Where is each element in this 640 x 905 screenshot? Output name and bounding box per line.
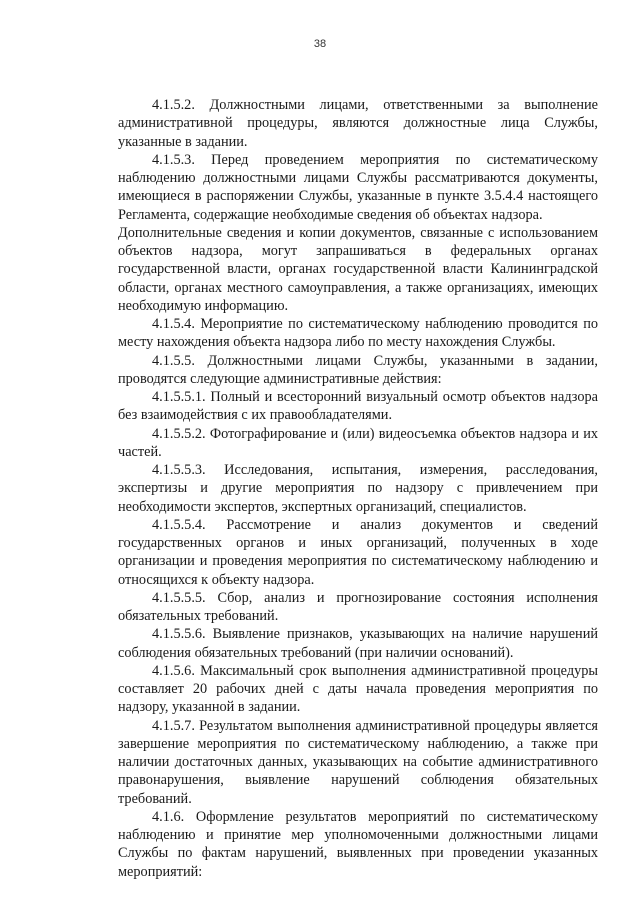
paragraph-4-1-5-5-3: 4.1.5.5.3. Исследования, испытания, измерения, расследования, экспертизы и другие мероприятия по надзору с привлечением при необходимости экспертов, экспертных организаций, специалистов. — [118, 462, 598, 515]
paragraph-4-1-5-3: 4.1.5.3. Перед проведением мероприятия по систематическому наблюдению должностными лицами Службы рассматриваются документы, имеющиеся в распоряжении Службы, указанные в пункте 3.5.4.4 настоящего Регламента, содержащие необходимые сведения об объектах надзора. — [118, 151, 598, 223]
paragraph-4-1-5-5-5: 4.1.5.5.5. Сбор, анализ и прогнозирование состояния исполнения обязательных требований. — [118, 589, 598, 624]
paragraph-4-1-5-4: 4.1.5.4. Мероприятие по систематическому наблюдению проводится по месту нахождения объекта надзора либо по месту нахождения Службы. — [118, 316, 598, 351]
paragraph-4-1-6: 4.1.6. Оформление результатов мероприятий по систематическому наблюдению и принятие мер уполномоченными должностными лицами Службы по фактам нарушений, выявленных при проведении указанных мероприятий: — [118, 808, 598, 880]
paragraph-4-1-5-5: 4.1.5.5. Должностными лицами Службы, указанными в задании, проводятся следующие административные действия: — [118, 352, 598, 387]
paragraph-4-1-5-5-2: 4.1.5.5.2. Фотографирование и (или) видеосъемка объектов надзора и их частей. — [118, 425, 598, 460]
paragraph-4-1-5-2: 4.1.5.2. Должностными лицами, ответственными за выполнение административной процедуры, являются должностные лица Службы, указанные в задании. — [118, 97, 598, 150]
paragraph-4-1-5-5-4: 4.1.5.5.4. Рассмотрение и анализ документов и сведений государственных органов и иных организаций, полученных в ходе организации и проведения мероприятия по систематическому наблюдению и относящихся к объекту надзора. — [118, 516, 598, 588]
page-number: 38 — [313, 38, 327, 50]
paragraph-4-1-5-5-1: 4.1.5.5.1. Полный и всесторонний визуальный осмотр объектов надзора без взаимодействия с их правообладателями. — [118, 389, 598, 424]
document-body — [118, 96, 598, 881]
paragraph-4-1-5-5-6: 4.1.5.5.6. Выявление признаков, указывающих на наличие нарушений соблюдения обязательных требований (при наличии оснований). — [118, 626, 598, 661]
paragraph-additional-info: Дополнительные сведения и копии документов, связанные с использованием объектов надзора, могут запрашиваться в федеральных органах государственной власти, органах государственной власти Калининградской области, органах местного самоуправления, а также организациях, имеющих необходимую информацию. — [118, 224, 598, 314]
paragraph-4-1-5-6: 4.1.5.6. Максимальный срок выполнения административной процедуры составляет 20 рабочих дней с даты начала проведения мероприятия по надзору, указанной в задании. — [118, 662, 598, 716]
paragraph-4-1-5-7: 4.1.5.7. Результатом выполнения административной процедуры является завершение мероприятия по систематическому наблюдению, а также при наличии достаточных данных, указывающих на событие административного правонарушения, выявление нарушений соблюдения обязательных требований. — [118, 717, 598, 807]
